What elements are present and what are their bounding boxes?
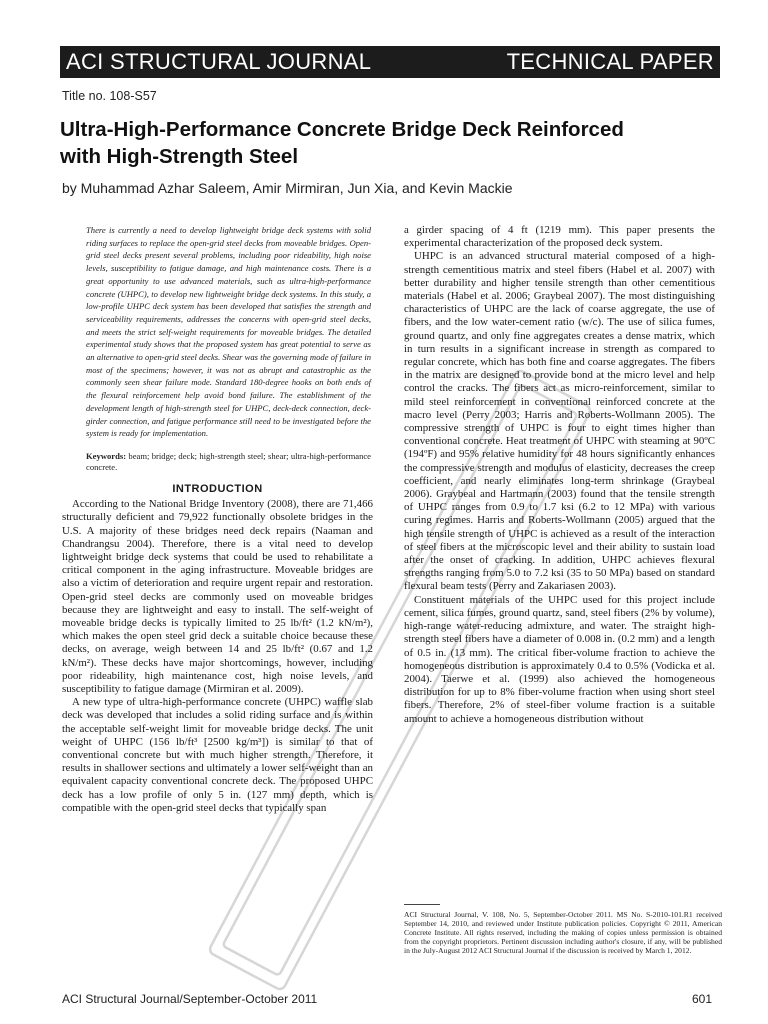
footer-journal-issue: ACI Structural Journal/September-October 2011 <box>62 992 318 1006</box>
abstract-text: There is currently a need to develop lightweight bridge deck systems with solid riding surfaces to replace the open-grid steel decks from moveable bridges. Open-grid steel decks present several problems, including poor rideability, high noise levels, susceptibility to fatigue damage, and high maintenance costs. There is a great opportunity to use advanced materials, such as ultra-high-performance concrete (UHPC), to develop new lightweight bridge deck systems. In this study, a low-profile UHPC deck system has been developed that satisfies the strength and serviceability requirements, addresses the concerns with open-grid steel decks, and meets the strict self-weight requirements for moveable bridges. The detailed experimental study shows that the proposed system has great potential to serve as an alternative to open-grid steel decks. Shear was the governing mode of failure in most of the specimens; however, it was not as abrupt and catastrophic as the commonly seen shear failure mode. Standard 180-degree hooks on both ends of the flexural reinforcement help avoid bond failure. The establishment of the development length of high-strength steel for UHPC, deck-deck connection, deck-girder connection, and fatigue performance still need to be investigated before the system is ready for implementation. <box>86 225 371 439</box>
keywords-line <box>86 451 371 473</box>
footnote-text: ACI Structural Journal, V. 108, No. 5, September-October 2011. MS No. S-2010-101.R1 received September 14, 2010, and reviewed under Institute publication policies. Copyright © 2011, American Concrete Institute. All rights reserved, including the making of copies unless permission is obtained from the copyright proprietors. Pertinent discussion including author's closure, if any, will be published in the July-August 2012 ACI Structural Journal if the discussion is received by March 1, 2012. <box>404 910 722 955</box>
body-paragraph: A new type of ultra-high-performance concrete (UHPC) waffle slab deck was developed that includes a solid riding surface and is within the acceptable self-weight limit for moveable bridge decks. The unit weight of UHPC (156 lb/ft³ [2500 kg/m³]) is similar to that of conventional concrete but with much higher strength. Therefore, it results in shallower sections and ultimately a lower self-weight than an equivalent capacity conventional concrete deck. The proposed UHPC deck has a low profile of only 5 in. (127 mm) depth, which is compatible with the open-grid steel decks that typically span <box>62 696 373 814</box>
keywords-list: beam; bridge; deck; high-strength steel; shear; ultra-high-performance concrete. <box>86 450 371 472</box>
paper-title <box>60 116 730 170</box>
page-number: 601 <box>691 992 712 1006</box>
paper-title-line-2: with High-Strength Steel <box>60 145 299 168</box>
introduction-heading: INTRODUCTION <box>172 482 263 495</box>
left-column <box>62 224 373 815</box>
keywords-label: Keywords: <box>86 450 127 461</box>
paper-title-line-1: Ultra-High-Performance Concrete Bridge Deck Reinforced <box>60 118 624 141</box>
body-paragraph: Constituent materials of the UHPC used for this project include cement, silica fumes, ground quartz, sand, steel fibers (2% by volume), high-range water-reducing admixture, and water. The straight high-strength steel fibers have a diameter of 0.008 in. (0.2 mm) and a length of 0.5 in. (13 mm). The critical fiber-volume fraction to achieve the homogeneous distribution is approximately 0.4 to 0.5% (Vodicka et al. 2004). Taerwe et al. (1999) also achieved the homogeneous distribution for up to 8% fiber-volume fraction when using short steel fibers. Therefore, 2% of steel-fiber volume fraction is a suitable amount to achieve a homogeneous distribution without <box>404 593 715 725</box>
paper-type: TECHNICAL PAPER <box>506 49 714 74</box>
authors-line: by Muhammad Azhar Saleem, Amir Mirmiran, Jun Xia, and Kevin Mackie <box>62 180 513 196</box>
title-number: Title no. 108-S57 <box>62 89 157 103</box>
journal-name: ACI STRUCTURAL JOURNAL <box>66 49 372 74</box>
right-column <box>404 224 715 726</box>
body-paragraph: UHPC is an advanced structural material composed of a high-strength cementitious matrix and steel fibers (Habel et al. 2007) with better durability and higher tensile strength than other cementitious materials (Habel et al. 2006; Graybeal 2007). The most distinguishing characteristics of UHPC are the lack of coarse aggregate, the use of fibers, and the low water-cement ratio (w/c). The use of silica fumes, ground quartz, and only fine aggregates creates a dense matrix, which in turn results in a significant increase in strength as compared to regular concrete, which has both fine and coarse aggregates. The fibers in the matrix are designed to provide bond at the micro level and help control the cracks. The fibers act as micro-reinforcement, similar to mild steel reinforcement in conventional reinforced concrete at the macro level (Perry 2003; Harris and Roberts-Wollmann 2005). The compressive strength of UHPC is four to eight times higher than conventional concrete. Heat treatment of UHPC with steaming at 90ºC (194ºF) and 95% relative humidity for 48 hours significantly enhances the compressive strength and modulus of elasticity, decreases the creep coefficient, and nearly eliminates long-term shrinkage (Graybeal 2006). Graybeal and Hartmann (2003) found that the tensile strength of UHPC ranges from 0.9 to 1.7 ksi (6.2 to 12 MPa) with various curing regimes. Harris and Roberts-Wollmann (2005) argued that the high tensile strength of UHPC is achieved as a result of the interaction of steel fibers at the microscopic level and their ability to sustain load after the onset of cracking. In addition, UHPC achieves flexural strengths ranging from 5.0 to 7.2 ksi (35 to 50 MPa) based on standard flexural beam tests (Perry and Zakariasen 2003). <box>404 250 715 593</box>
journal-header-bar <box>60 46 720 78</box>
footnote-divider <box>404 904 440 905</box>
body-paragraph: According to the National Bridge Inventory (2008), there are 71,466 structurally deficient and 79,922 functionally obsolete bridges in the U.S. A majority of these bridges need deck repairs (Naaman and Chandrangsu 2004). Therefore, there is a vital need to develop lightweight bridge deck systems that could be used to rehabilitate a critical component in the aging infrastructure. Moveable bridges are also a victim of deterioration and require urgent repair and restoration. Open-grid steel decks are commonly used on moveable bridges because they are lightweight and easy to install. The self-weight of moveable bridge decks is typically limited to 25 lb/ft² (1.2 kN/m²), which makes the open steel grid deck a suitable choice because these decks, on average, weigh between 14 and 25 lb/ft² (0.67 and 1.2 kN/m²). These decks have major shortcomings, however, including poor rideability, high maintenance cost, high noise levels, and susceptibility to fatigue damage (Mirmiran et al. 2009). <box>62 498 373 695</box>
body-paragraph: a girder spacing of 4 ft (1219 mm). This paper presents the experimental characterization of the proposed deck system. <box>404 224 715 250</box>
